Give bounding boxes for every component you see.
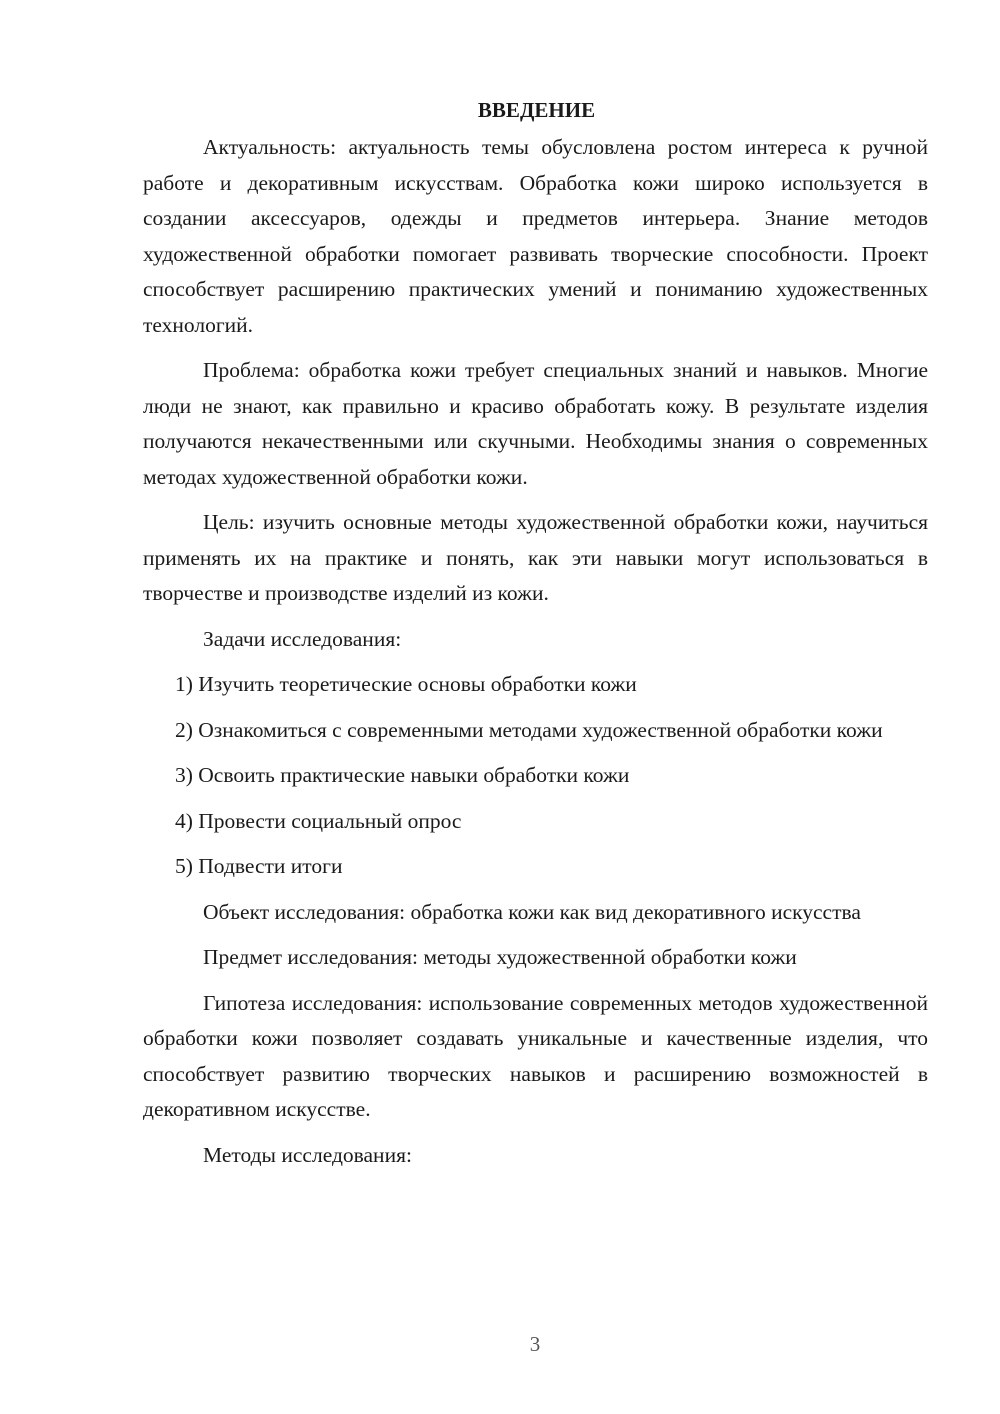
object-paragraph: Объект исследования: обработка кожи как вид декоративного искусства xyxy=(203,899,861,924)
goal-paragraph: Цель: изучить основные методы художественной обработки кожи, научиться применять их на практике и понять, как эти навыки могут использоваться в творчестве и производстве изделий из кожи. xyxy=(143,510,928,605)
task-item-2: 2) Ознакомиться с современными методами художественной обработки кожи xyxy=(175,717,883,742)
tasks-heading: Задачи исследования: xyxy=(203,626,402,651)
subject-paragraph: Предмет исследования: методы художественной обработки кожи xyxy=(203,945,797,969)
hypothesis-paragraph: Гипотеза исследования: использование современных методов художественной обработки кожи позволяет создавать уникальные и качественные изделия, что способствует развитию творческих навыков и расширению возможностей в декоративном искусстве. xyxy=(143,990,928,1121)
methods-heading: Методы исследования: xyxy=(203,1142,412,1167)
task-item-3: 3) Освоить практические навыки обработки кожи xyxy=(175,763,630,787)
page-content xyxy=(143,92,928,1183)
page-number: 3 xyxy=(529,1332,541,1356)
task-item-5: 5) Подвести итоги xyxy=(175,854,343,878)
task-item-4: 4) Провести социальный опрос xyxy=(175,808,462,833)
problem-paragraph: Проблема: обработка кожи требует специальных знаний и навыков. Многие люди не знают, как правильно и красиво обработать кожу. В результате изделия получаются некачественными или скучными. Необходимы знания о современных методах художественной обработки кожи. xyxy=(143,358,928,489)
section-title: ВВЕДЕНИЕ xyxy=(477,98,596,122)
relevance-paragraph: Актуальность: актуальность темы обусловлена ростом интереса к ручной работе и декоративным искусствам. Обработка кожи широко используется в создании аксессуаров, одежды и предметов интерьера. Знание методов художественной обработки помогает развивать творческие способности. Проект способствует расширению практических умений и пониманию художественных технологий. xyxy=(143,135,928,337)
task-item-1: 1) Изучить теоретические основы обработки кожи xyxy=(175,672,637,696)
